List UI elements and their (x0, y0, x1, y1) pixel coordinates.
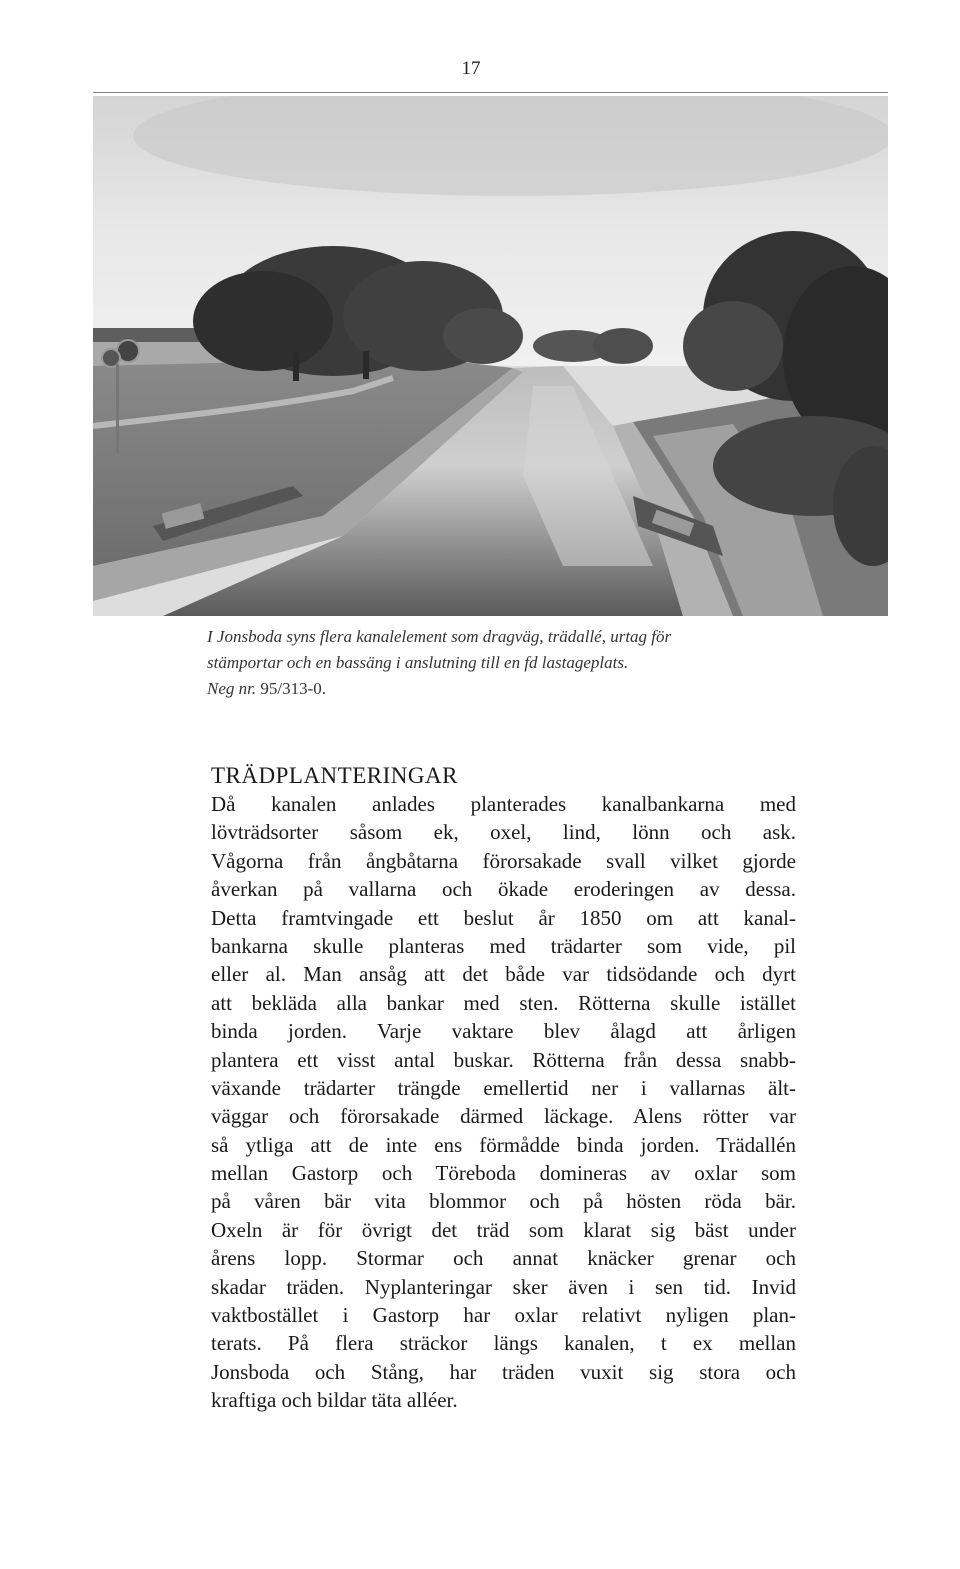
caption-neg-value: 95/313-0. (260, 679, 327, 698)
header-rule (93, 92, 888, 93)
body-line: Detta framtvingade ett beslut år 1850 om att kanal- (211, 905, 796, 930)
body-line: kraftiga och bildar täta alléer. (211, 1388, 458, 1413)
body-line: Jonsboda och Stång, har träden vuxit sig stora och (211, 1359, 796, 1384)
canal-photograph (93, 96, 888, 616)
caption-neg-label: Neg nr. (207, 679, 257, 698)
body-line: bankarna skulle planteras med trädarter som vide, pil (211, 933, 796, 958)
body-line: årens lopp. Stormar och annat knäcker grenar och (211, 1246, 796, 1271)
body-line: väggar och förorsakade därmed läckage. Alens rötter var (211, 1104, 796, 1129)
body-line: växande trädarter trängde emellertid ner i vallarnas ält- (211, 1075, 796, 1100)
body-line: så ytliga att de inte ens förmådde binda jorden. Trädallén (211, 1132, 796, 1157)
body-line: Vågorna från ångbåtarna förorsakade svall vilket gjorde (211, 848, 796, 873)
body-line: plantera ett visst antal buskar. Rötterna från dessa snabb- (211, 1047, 796, 1072)
body-line: vaktbostället i Gastorp har oxlar relativt nyligen plan- (211, 1303, 796, 1328)
body-line: terats. På flera sträckor längs kanalen, t ex mellan (211, 1331, 796, 1356)
body-line: åverkan på vallarna och ökade eroderingen av dessa. (211, 877, 796, 902)
body-line: eller al. Man ansåg att det både var tidsödande och dyrt (211, 962, 796, 987)
caption-line: stämportar och en bassäng i anslutning till en fd lastageplats. (207, 653, 629, 672)
caption-line: I Jonsboda syns flera kanalelement som dragväg, trädallé, urtag för (207, 627, 672, 646)
photo-caption (207, 624, 807, 702)
canal-photo-illustration (93, 96, 888, 616)
section-body (211, 790, 796, 1415)
body-line: mellan Gastorp och Töreboda domineras av oxlar som (211, 1161, 796, 1186)
body-line: att bekläda alla bankar med sten. Rötterna skulle istället (211, 990, 796, 1015)
section-heading: TRÄDPLANTERINGAR (211, 763, 458, 788)
page-number: 17 (461, 58, 481, 79)
caption-negative-number (207, 676, 807, 702)
body-line: Då kanalen anlades planterades kanalbankarna med (211, 792, 796, 816)
body-line: Oxeln är för övrigt det träd som klarat sig bäst under (211, 1217, 796, 1242)
body-line: på våren bär vita blommor och på hösten röda bär. (211, 1189, 796, 1214)
body-line: binda jorden. Varje vaktare blev ålagd att årligen (211, 1019, 796, 1044)
body-line: skadar träden. Nyplanteringar sker även i sen tid. Invid (211, 1274, 796, 1299)
body-line: lövträdsorter såsom ek, oxel, lind, lönn och ask. (211, 820, 796, 845)
